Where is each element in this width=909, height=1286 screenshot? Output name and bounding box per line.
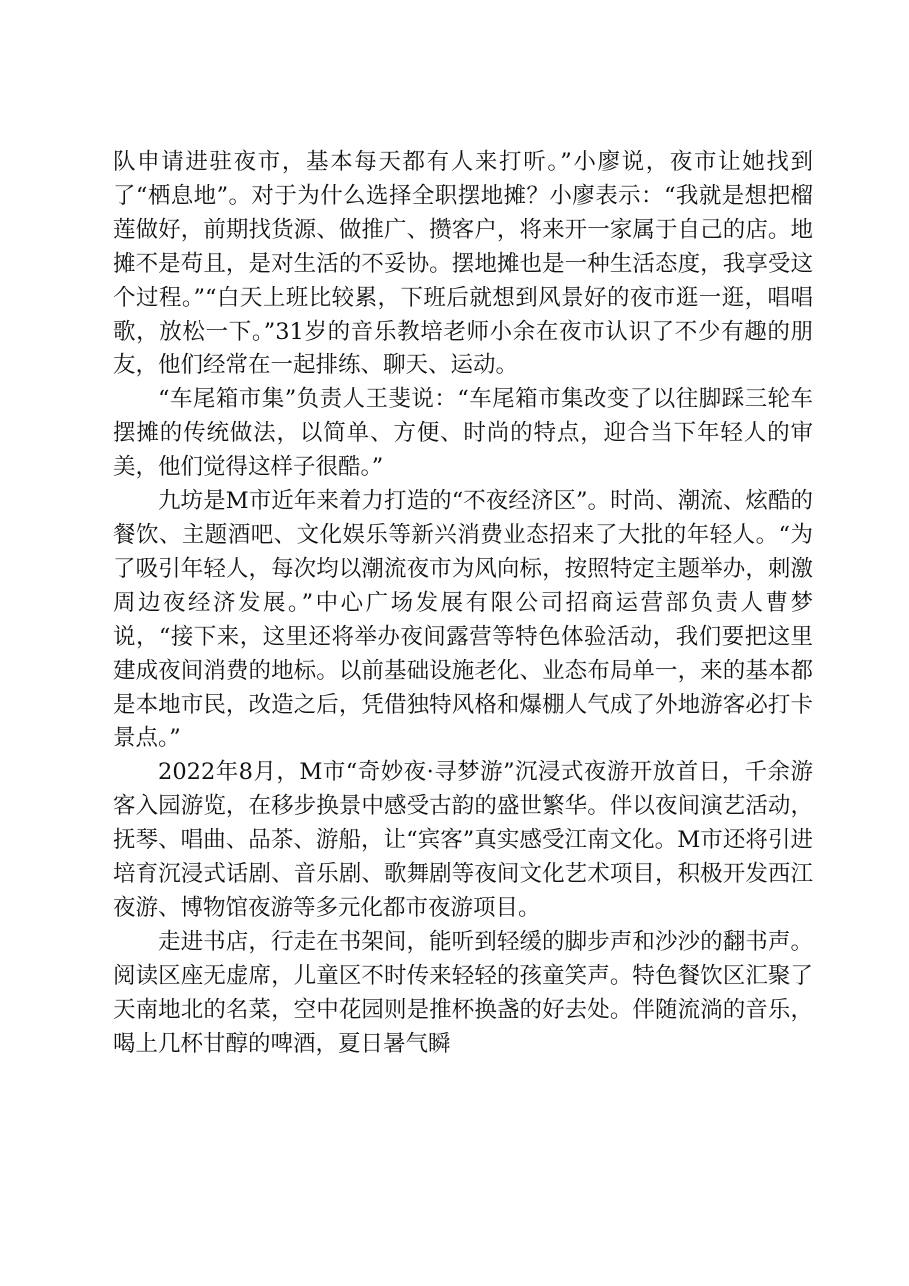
paragraph-trunk-market: “车尾箱市集”负责人王斐说：“车尾箱市集改变了以往脚踩三轮车摆摊的传统做法，以简单、方便、时尚的特点，迎合当下年轻人的审美，他们觉得这样子很酷。” (113, 386, 813, 481)
paragraph-night-tour: 2022年8月，M市“奇妙夜·寻梦游”沉浸式夜游开放首日，千余游客入园游览，在移步换景中感受古韵的盛世繁华。伴以夜间演艺活动，抚琴、唱曲、品茶、游船，让“宾客”真实感受江南文化。M市还将引进培育沉浸式话剧、音乐剧、歌舞剧等夜间文化艺术项目，积极开发西江夜游、博物馆夜游等多元化都市夜游项目。 (113, 759, 813, 921)
article-body (113, 146, 813, 1061)
paragraph-jiufang: 九坊是M市近年来着力打造的“不夜经济区”。时尚、潮流、炫酷的餐饮、主题酒吧、文化娱乐等新兴消费业态招来了大批的年轻人。“为了吸引年轻人，每次均以潮流夜市为风向标，按照特定主题举办，刺激周边夜经济发展。”中心广场发展有限公司招商运营部负责人曹梦说，“接下来，这里还将举办夜间露营等特色体验活动，我们要把这里建成夜间消费的地标。以前基础设施老化、业态布局单一，来的基本都是本地市民，改造之后，凭借独特风格和爆棚人气成了外地游客必打卡景点。” (113, 488, 813, 752)
paragraph-continuation: 队申请进驻夜市，基本每天都有人来打听。”小廖说，夜市让她找到了“栖息地”。对于为什么选择全职摆地摊？小廖表示：“我就是想把榴莲做好，前期找货源、做推广、攒客户，将来开一家属于自己的店。地摊不是苟且，是对生活的不妥协。摆地摊也是一种生活态度，我享受这个过程。”“白天上班比较累，下班后就想到风景好的夜市逛一逛，唱唱歌，放松一下。”31岁的音乐教培老师小余在夜市认识了不少有趣的朋友，他们经常在一起排练、聊天、运动。 (113, 149, 813, 379)
paragraph-bookstore: 走进书店，行走在书架间，能听到轻缓的脚步声和沙沙的翻书声。阅读区座无虚席，儿童区不时传来轻轻的孩童笑声。特色餐饮区汇聚了天南地北的名菜，空中花园则是推杯换盏的好去处。伴随流淌的音乐，喝上几杯甘醇的啤酒，夏日暑气瞬 (113, 928, 813, 1057)
